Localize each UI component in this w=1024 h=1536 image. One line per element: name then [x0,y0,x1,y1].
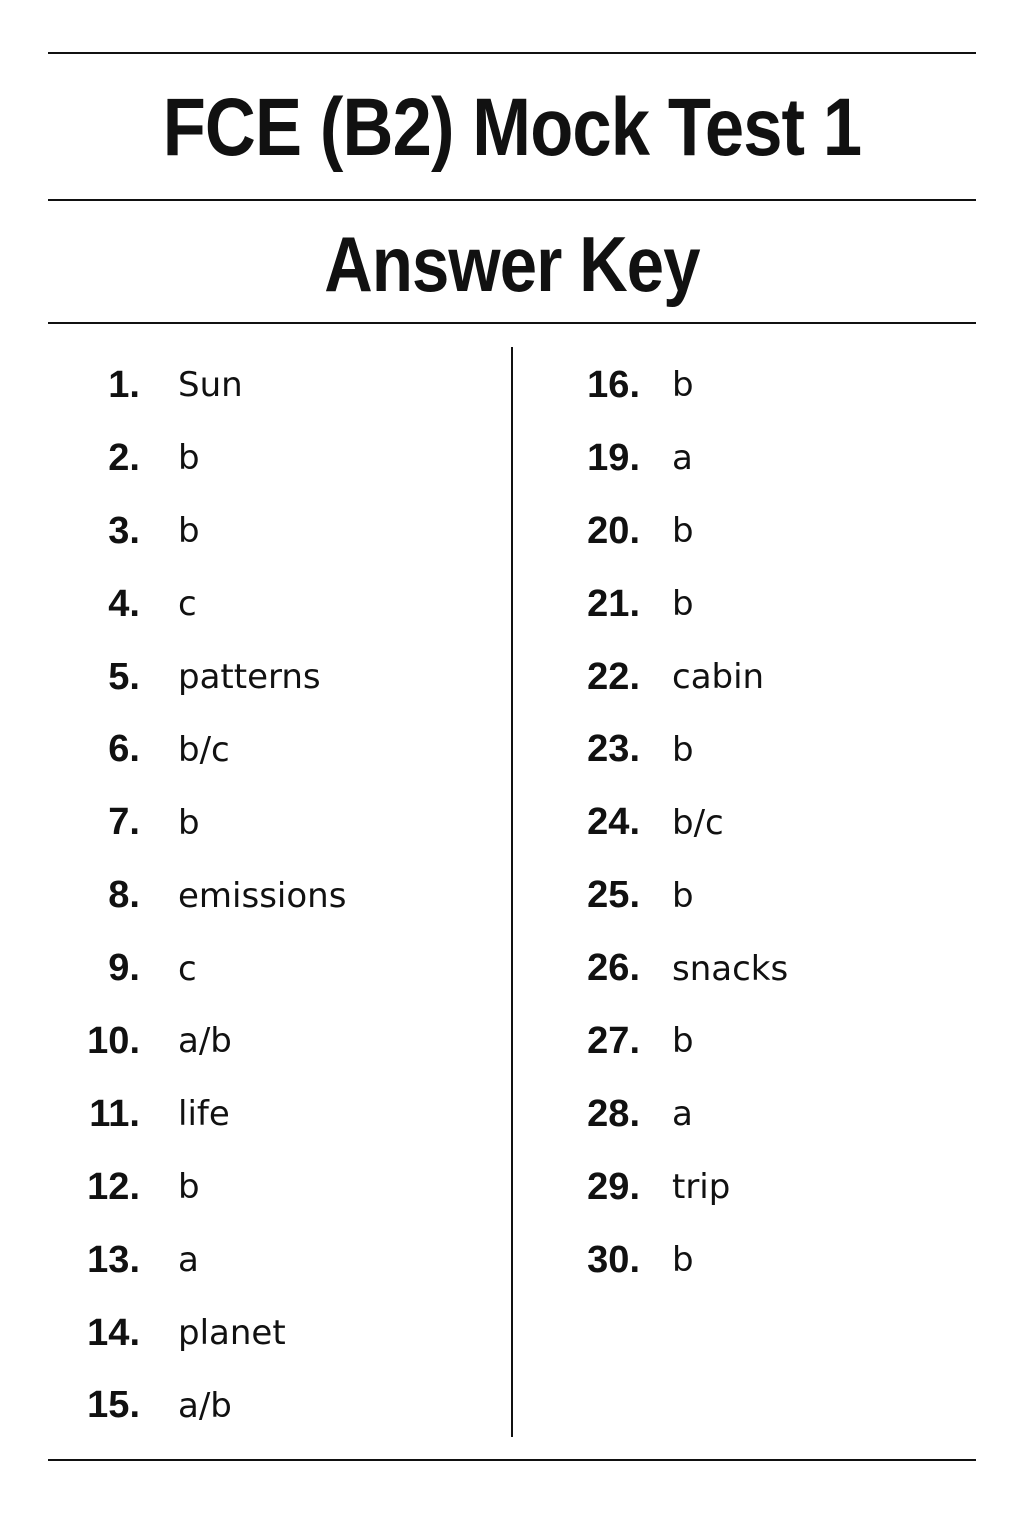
answer-text: b [672,729,694,770]
answer-text: b/c [178,729,230,770]
answer-row [530,713,970,786]
answer-row [40,1151,500,1224]
answer-text: b [178,438,200,479]
question-number: 11. [89,1092,140,1135]
answer-text: patterns [178,657,321,697]
question-number: 21. [587,582,640,625]
answer-row [530,932,970,1005]
answer-row [40,1005,500,1078]
answer-column-left [40,349,500,1442]
top-rule [48,52,976,54]
question-number: 28. [587,1092,640,1135]
question-number: 30. [587,1238,640,1281]
question-number: 22. [587,655,640,698]
question-number: 19. [587,436,640,479]
answer-text: c [178,948,197,989]
answer-column-right [530,349,970,1297]
answer-row [40,568,500,641]
answer-text: life [178,1094,230,1135]
answer-text: a/b [178,1021,232,1062]
question-number: 4. [108,582,140,625]
answer-text: c [178,584,197,625]
question-number: 16. [587,363,640,406]
question-number: 3. [108,509,140,552]
answer-row [530,786,970,859]
answer-row [40,713,500,786]
answer-row [530,641,970,714]
column-divider [511,347,513,1437]
question-number: 7. [108,801,140,844]
question-number: 10. [87,1019,140,1062]
answer-text: b [672,1021,694,1062]
answer-text: b [672,1240,694,1281]
question-number: 13. [87,1238,140,1281]
answer-text: b [672,511,694,552]
answer-row [530,1224,970,1297]
answer-text: planet [178,1313,286,1354]
answer-text: b [178,1167,200,1208]
answer-row [530,1151,970,1224]
answer-row [40,1224,500,1297]
answer-row [40,349,500,422]
answer-row [40,859,500,932]
answer-row [530,422,970,495]
answer-row [40,932,500,1005]
answer-text: b/c [672,802,724,843]
header-bottom-rule [48,322,976,324]
answer-text: a [178,1240,199,1281]
answer-text: cabin [672,657,765,697]
answer-row [530,349,970,422]
question-number: 6. [108,728,140,771]
answer-row [40,422,500,495]
answer-text: b [178,802,200,843]
answer-text: b [672,365,694,406]
answer-text: snacks [672,948,789,989]
answer-text: a [672,438,693,479]
answer-text: b [672,584,694,625]
question-number: 23. [587,728,640,771]
question-number: 1. [108,363,140,406]
question-number: 25. [587,874,640,917]
answer-text: Sun [178,365,243,406]
answer-row [40,1369,500,1442]
answer-row [40,1078,500,1151]
question-number: 12. [87,1165,140,1208]
question-number: 26. [587,947,640,990]
answer-row [530,568,970,641]
question-number: 27. [587,1019,640,1062]
question-number: 2. [108,436,140,479]
page-title: FCE (B2) Mock Test 1 [162,82,862,173]
question-number: 24. [587,801,640,844]
answer-row [40,786,500,859]
answer-row [40,495,500,568]
answer-text: a [672,1094,693,1135]
question-number: 20. [587,509,640,552]
question-number: 8. [108,874,140,917]
answer-text: b [178,511,200,552]
answer-row [40,1297,500,1370]
bottom-rule [48,1459,976,1461]
answer-text: a/b [178,1385,232,1426]
answer-text: trip [672,1167,731,1208]
question-number: 5. [108,655,140,698]
answer-row [530,1078,970,1151]
question-number: 9. [108,947,140,990]
question-number: 14. [87,1311,140,1354]
answer-text: emissions [178,875,347,916]
answer-row [530,1005,970,1078]
page-subtitle: Answer Key [324,220,700,308]
answer-row [530,859,970,932]
answer-text: b [672,875,694,916]
question-number: 15. [87,1384,140,1427]
question-number: 29. [587,1165,640,1208]
title-divider-rule [48,199,976,201]
answer-row [530,495,970,568]
answer-row [40,641,500,714]
